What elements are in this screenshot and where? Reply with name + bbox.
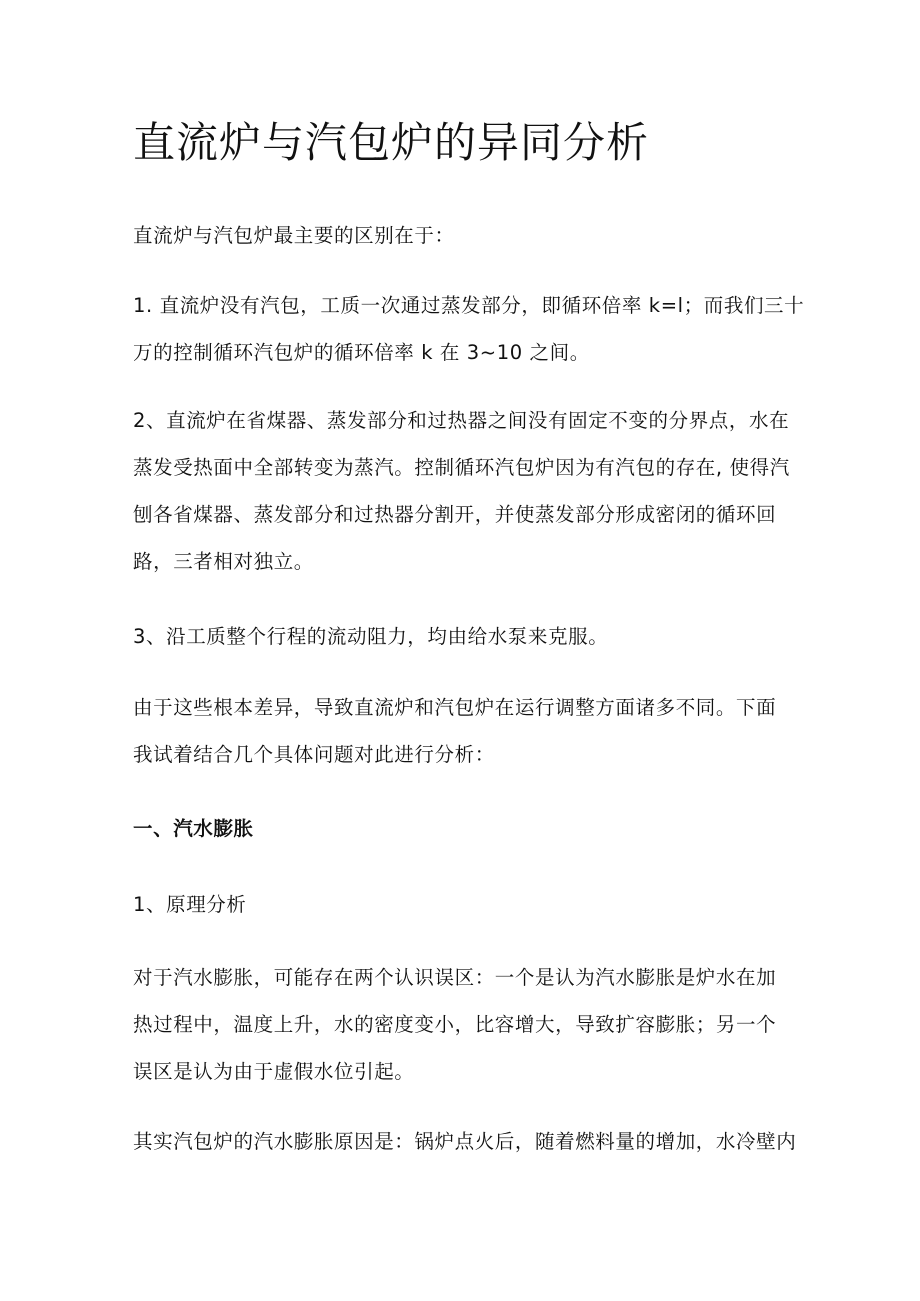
misconception-line-1: 对于汽水膨胀，可能存在两个认识误区：一个是认为汽水膨胀是炉水在加 (133, 966, 777, 989)
cause-line: 其实汽包炉的汽水膨胀原因是：锅炉点火后，随着燃料量的增加，水冷壁内 (133, 1130, 797, 1153)
point-2-line-1: 2、直流炉在省煤器、蒸发部分和过热器之间没有固定不变的分界点，水在 (133, 409, 790, 432)
point-2-line-4: 路，三者相对独立。 (133, 550, 314, 573)
intro-line: 直流炉与汽包炉最主要的区别在于： (133, 224, 455, 247)
transition-line-2: 我试着结合几个具体问题对此进行分析： (133, 743, 495, 766)
point-1-paragraph (133, 282, 805, 376)
transition-paragraph (133, 684, 793, 778)
misconception-paragraph (133, 954, 793, 1095)
section-1-heading-text: 一、汽水膨胀 (133, 817, 254, 840)
subsection-1-heading-text: 1、原理分析 (133, 893, 247, 916)
point-1-line-1: 1. 直流炉没有汽包，工质一次通过蒸发部分，即循环倍率 k=l；而我们三十 (133, 294, 805, 317)
point-2-paragraph (133, 397, 793, 585)
section-1-heading (133, 805, 793, 852)
cause-paragraph (133, 1118, 797, 1165)
misconception-line-2: 热过程中，温度上升，水的密度变小，比容增大，导致扩容膨胀；另一个 (133, 1013, 777, 1036)
subsection-1-heading (133, 881, 793, 928)
transition-line-1: 由于这些根本差异，导致直流炉和汽包炉在运行调整方面诸多不同。下面 (133, 696, 777, 719)
point-2-line-3: 刨各省煤器、蒸发部分和过热器分割开，并使蒸发部分形成密闭的循环回 (133, 503, 777, 526)
point-2-line-2: 蒸发受热面中全部转变为蒸汽。控制循环汽包炉因为有汽包的存在, 使得汽 (133, 456, 790, 479)
intro-paragraph (133, 212, 793, 259)
document-title: 直流炉与汽包炉的异同分析 (133, 118, 650, 167)
point-1-line-2: 万的控制循环汽包炉的循环倍率 k 在 3~10 之间。 (133, 341, 590, 364)
point-3-line: 3、沿工质整个行程的流动阻力，均由给水泵来克服。 (133, 625, 609, 648)
point-3-paragraph (133, 613, 793, 660)
misconception-line-3: 误区是认为由于虚假水位引起。 (133, 1060, 415, 1083)
